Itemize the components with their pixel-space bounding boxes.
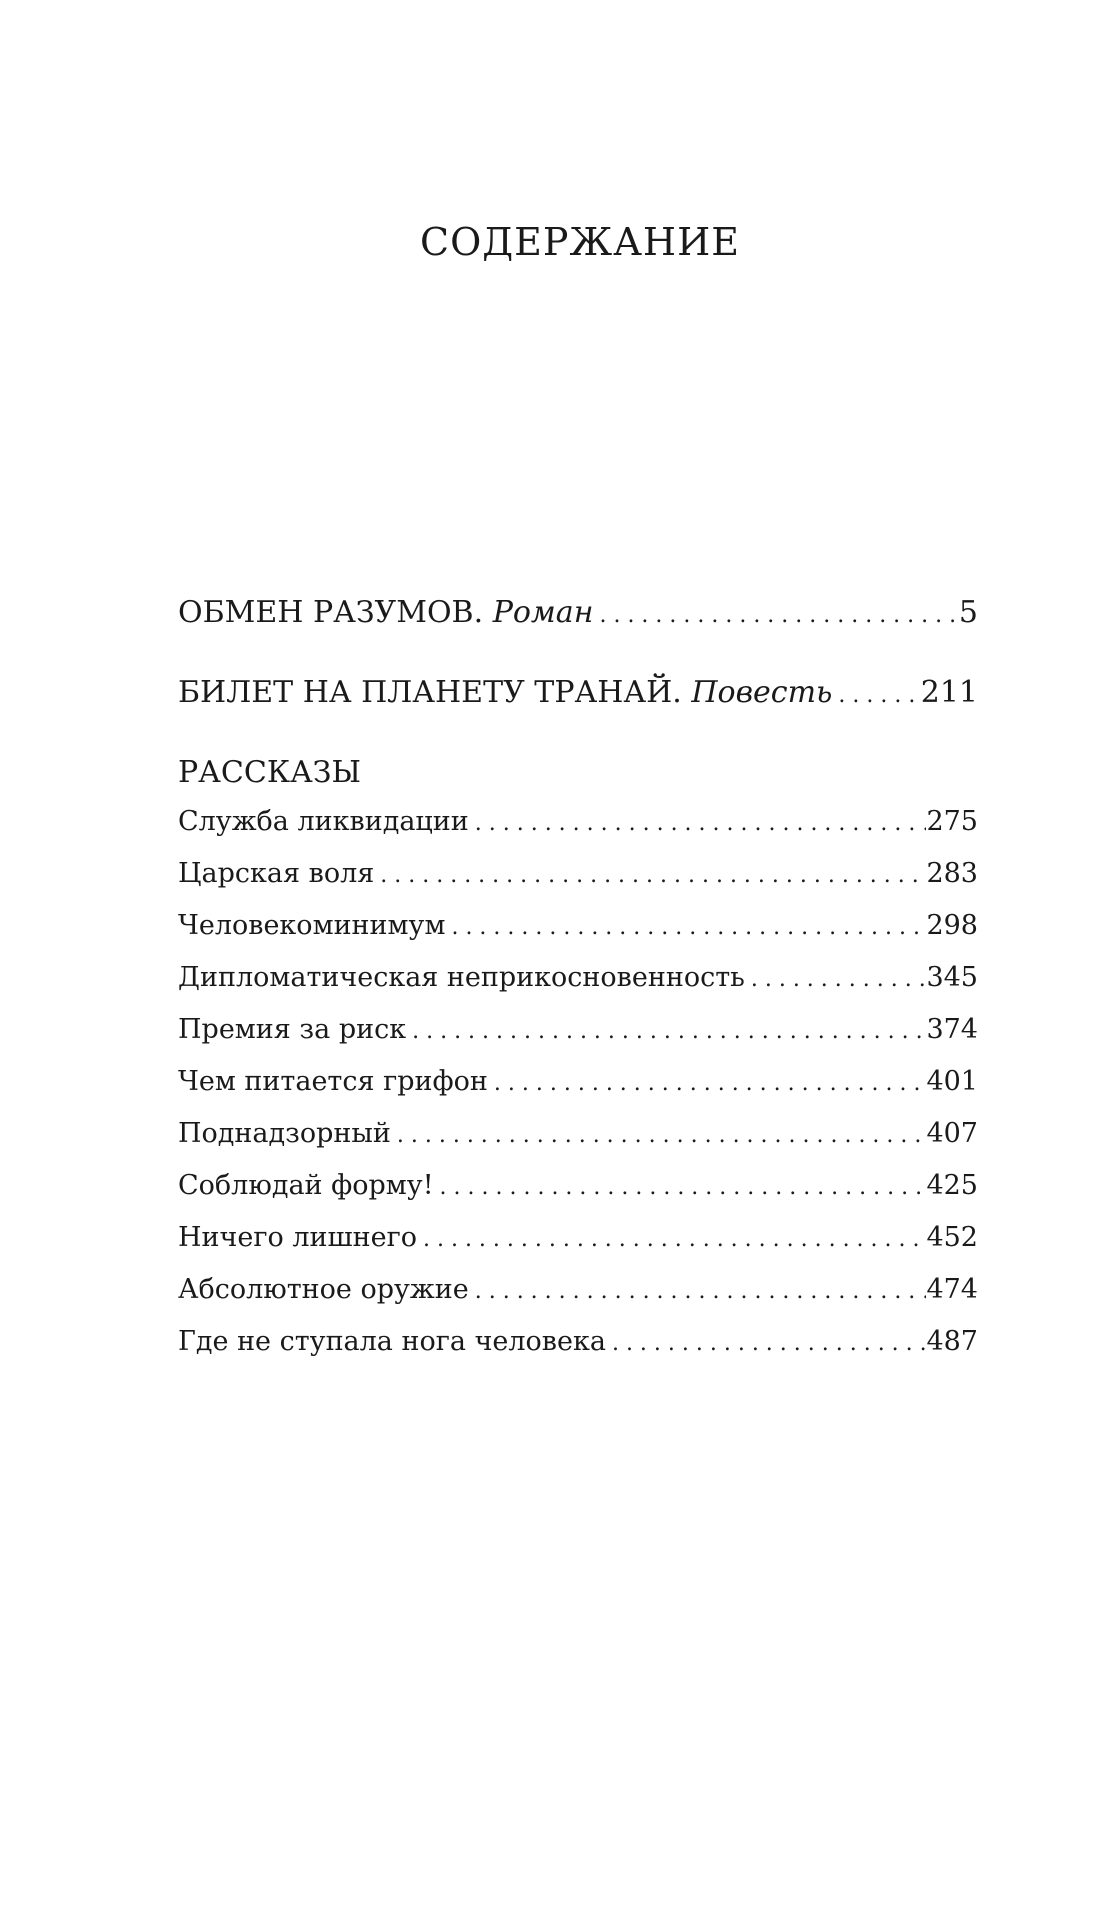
toc-entry-page: 401 [926, 1066, 978, 1097]
dot-leader [832, 672, 920, 717]
stories-list [178, 804, 978, 1376]
toc-entry-page: 452 [926, 1222, 978, 1253]
toc-entry-story [178, 804, 978, 856]
toc-entry-title: Где не ступала нога человека [178, 1326, 606, 1357]
toc-entry-page: 374 [926, 1014, 978, 1045]
toc-entry-page: 298 [926, 910, 978, 941]
toc-entry-story [178, 1324, 978, 1376]
page-title: СОДЕРЖАНИЕ [420, 220, 740, 264]
toc-entry-story [178, 1012, 978, 1064]
toc-entry-page: 5 [958, 595, 978, 630]
toc-entry-title: Поднадзорный [178, 1118, 391, 1149]
dot-leader [417, 1220, 926, 1258]
toc-entry-genre: Роман [492, 595, 594, 630]
toc-entry-story [178, 1168, 978, 1220]
toc-entry-title: БИЛЕТ НА ПЛАНЕТУ ТРАНАЙ. Повесть [178, 675, 833, 710]
toc-entry-title: Человекоминимум [178, 910, 446, 941]
dot-leader [374, 856, 926, 894]
dot-leader [469, 804, 927, 842]
toc-entry-title: Премия за риск [178, 1014, 407, 1045]
toc-entry-story [178, 1064, 978, 1116]
dot-leader [406, 1012, 926, 1050]
toc-entry-title: Дипломатическая неприкосновенность [178, 962, 745, 993]
toc-entry-page: 211 [920, 675, 978, 710]
toc-entry-story [178, 908, 978, 960]
toc-entry-story [178, 1220, 978, 1272]
toc-entry-title: Служба ликвидации [178, 806, 469, 837]
dot-leader [488, 1064, 927, 1102]
toc-entry-major [178, 592, 978, 672]
toc-entry-title: Абсолютное оружие [178, 1274, 469, 1305]
toc-entry-page: 425 [926, 1170, 978, 1201]
dot-leader [445, 908, 926, 946]
toc-entry-page: 407 [926, 1118, 978, 1149]
dot-leader [391, 1116, 927, 1154]
toc-entry-title: Чем питается грифон [178, 1066, 488, 1097]
dot-leader [593, 592, 958, 637]
toc-entry-title: ОБМЕН РАЗУМОВ. Роман [178, 595, 594, 630]
toc-entry-page: 345 [926, 962, 978, 993]
toc-entry-page: 275 [926, 806, 978, 837]
toc-entry-major [178, 672, 978, 752]
toc-entry-story [178, 1116, 978, 1168]
dot-leader [606, 1324, 927, 1362]
dot-leader [745, 960, 927, 998]
toc-entry-story [178, 856, 978, 908]
section-heading: РАССКАЗЫ [178, 755, 361, 790]
dot-leader [469, 1272, 927, 1310]
toc-entry-page: 283 [926, 858, 978, 889]
toc-entry-genre: Повесть [691, 675, 833, 710]
table-of-contents [178, 592, 978, 1376]
toc-entry-title: Царская воля [178, 858, 375, 889]
toc-entry-story [178, 960, 978, 1012]
dot-leader [434, 1168, 927, 1206]
toc-entry-title: Соблюдай форму! [178, 1170, 434, 1201]
toc-entry-page: 474 [926, 1274, 978, 1305]
toc-entry-title: Ничего лишнего [178, 1222, 417, 1253]
toc-entry-story [178, 1272, 978, 1324]
toc-entry-page: 487 [926, 1326, 978, 1357]
